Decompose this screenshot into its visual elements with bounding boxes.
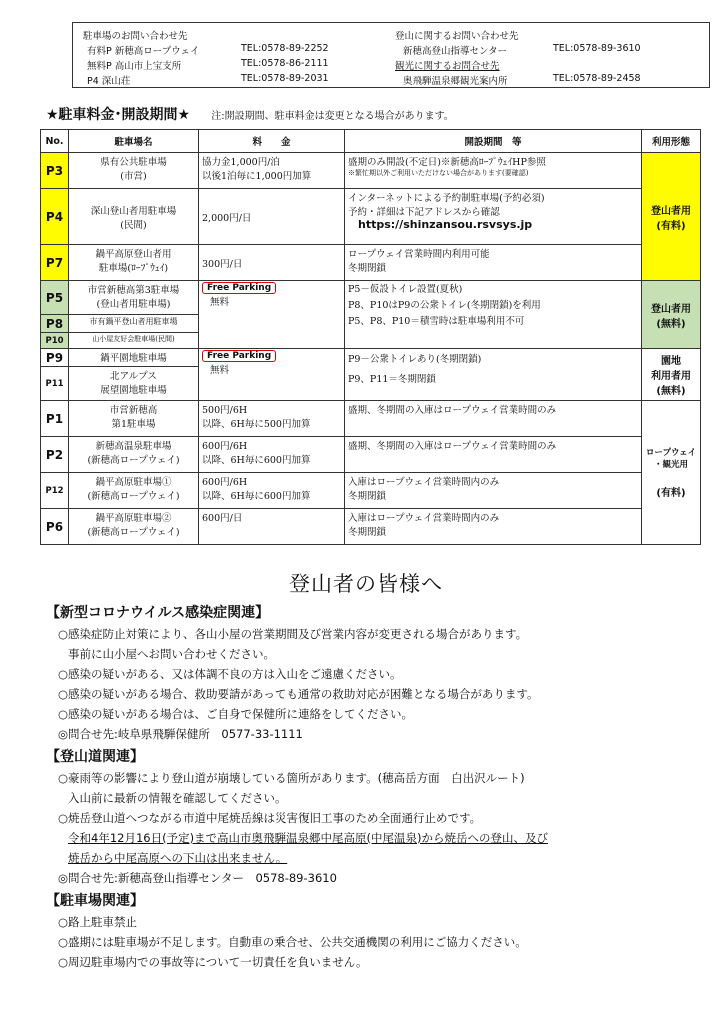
lot-name: 北アルプス 展望園地駐車場 bbox=[69, 367, 199, 401]
notice-title: 登山者の皆様へ bbox=[289, 572, 443, 596]
lot-period: ロープウェイ営業時間内利用可能 冬期閉鎖 bbox=[345, 245, 642, 281]
use-type: ロープウェイ ・観光用 (有料) bbox=[642, 401, 701, 545]
lot-name: 市有鍋平登山者用駐車場 bbox=[69, 315, 199, 333]
lot-code: P5 bbox=[41, 281, 69, 315]
lot-name: 鍋平高原駐車場② (新穂高ロープウェイ) bbox=[69, 509, 199, 545]
lot-fee: Free Parking 無料 bbox=[199, 281, 345, 349]
parking-table bbox=[40, 129, 701, 545]
free-parking-badge: Free Parking bbox=[202, 350, 276, 362]
climbing-contacts bbox=[395, 28, 705, 88]
use-type: 登山者用 (無料) bbox=[642, 281, 701, 349]
section-title-row bbox=[46, 104, 454, 124]
tourism-contact-heading: 観光に関するお問合せ先 bbox=[395, 61, 500, 72]
lot-fee: 協力金1,000円/泊 以後1泊毎に1,000円加算 bbox=[199, 153, 345, 189]
header-fee: 料 金 bbox=[199, 130, 345, 153]
lot-code: P10 bbox=[41, 333, 69, 349]
table-row bbox=[41, 473, 701, 509]
lot-period: 入庫はロープウェイ営業時間内のみ 冬期閉鎖 bbox=[345, 509, 642, 545]
table-row bbox=[41, 437, 701, 473]
covid-line: ○感染症防止対策により、各山小屋の営業期間及び営業内容が変更される場合があります。 bbox=[58, 627, 528, 641]
reservation-link[interactable]: https://shinzansou.rsvsys.jp bbox=[358, 218, 533, 231]
parking-line: ○路上駐車禁止 bbox=[58, 915, 138, 929]
trail-line: 焼岳から中尾高原への下山は出来ません。 bbox=[68, 851, 288, 865]
lot-fee: Free Parking 無料 bbox=[199, 349, 345, 401]
table-row bbox=[41, 281, 701, 315]
lot-fee: 600円/日 bbox=[199, 509, 345, 545]
header-use: 利用形態 bbox=[642, 130, 701, 153]
lot-period: 盛期、冬期間の入庫はロープウェイ営業時間のみ bbox=[345, 437, 642, 473]
table-row bbox=[41, 189, 701, 245]
lot-period: P5－仮設トイレ設置(夏秋) P8、P10はP9の公衆トイレ(冬期閉鎖)を利用 P5、P8、P10＝積雪時は駐車場利用不可 bbox=[345, 281, 642, 349]
covid-line: ○感染の疑いがある場合は、ご自身で保健所に連絡をしてください。 bbox=[58, 707, 414, 721]
covid-line: 事前に山小屋へお問い合わせください。 bbox=[68, 647, 275, 661]
lot-code: P12 bbox=[41, 473, 69, 509]
contact-box bbox=[72, 22, 710, 88]
covid-line: ○感染の疑いがある、又は体調不良の方は入山をご遠慮ください。 bbox=[58, 667, 402, 681]
parking-line: ○周辺駐車場内での事故等について一切責任を負いません。 bbox=[58, 955, 368, 969]
parking-heading: 【駐車場関連】 bbox=[46, 893, 144, 909]
table-row bbox=[41, 153, 701, 189]
trail-contact: ◎問合せ先:新穂高登山指導センター 0578-89-3610 bbox=[58, 871, 337, 885]
notice-section bbox=[46, 568, 686, 972]
lot-code: P3 bbox=[41, 153, 69, 189]
lot-name: 深山登山者用駐車場 (民間) bbox=[69, 189, 199, 245]
lot-fee: 2,000円/日 bbox=[199, 189, 345, 245]
trail-line: ○豪雨等の影響により登山道が崩壊している箇所があります。(穂高岳方面 白出沢ルート) bbox=[58, 771, 525, 785]
header-name: 駐車場名 bbox=[69, 130, 199, 153]
table-row bbox=[41, 245, 701, 281]
covid-heading: 【新型コロナウイルス感染症関連】 bbox=[46, 605, 270, 621]
lot-period: 入庫はロープウェイ営業時間内のみ 冬期閉鎖 bbox=[345, 473, 642, 509]
lot-name: 鍋平高原登山者用 駐車場(ﾛｰﾌﾟｳｪｲ) bbox=[69, 245, 199, 281]
lot-code: P9 bbox=[41, 349, 69, 367]
lot-period: 盛期のみ開設(不定日)※新穂高ﾛｰﾌﾟｳｪｲHP参照 ※繁忙期以外ご利用いただけない場合があります(要確認) bbox=[345, 153, 642, 189]
lot-period: 盛期、冬期間の入庫はロープウェイ営業時間のみ bbox=[345, 401, 642, 437]
parking-contact-row: 無料P 高山市上宝支所 TEL:0578-86-2111 bbox=[87, 58, 329, 72]
lot-period: P9－公衆トイレあり(冬期閉鎖) P9、P11＝冬期閉鎖 bbox=[345, 349, 642, 401]
lot-code: P4 bbox=[41, 189, 69, 245]
covid-line: ○感染の疑いがある場合、救助要請があっても通常の救助対応が困難となる場合があります。 bbox=[58, 687, 539, 701]
lot-code: P7 bbox=[41, 245, 69, 281]
header-no: No. bbox=[41, 130, 69, 153]
section-note: 注:開設期間、駐車料金は変更となる場合があります。 bbox=[211, 111, 454, 122]
lot-fee: 300円/日 bbox=[199, 245, 345, 281]
parking-line: ○盛期には駐車場が不足します。自動車の乗合せ、公共交通機関の利用にご協力ください。 bbox=[58, 935, 527, 949]
table-header bbox=[41, 130, 701, 153]
lot-fee: 500円/6H 以降、6H毎に500円加算 bbox=[199, 401, 345, 437]
covid-contact: ◎問合せ先:岐阜県飛騨保健所 0577-33-1111 bbox=[58, 727, 303, 741]
lot-code: P11 bbox=[41, 367, 69, 401]
lot-name: 新穂高温泉駐車場 (新穂高ロープウェイ) bbox=[69, 437, 199, 473]
table-row bbox=[41, 349, 701, 367]
parking-contacts bbox=[83, 28, 383, 88]
lot-name: 鍋平高原駐車場① (新穂高ロープウェイ) bbox=[69, 473, 199, 509]
trail-line: 令和4年12月16日(予定)まで高山市奥飛騨温泉郷中尾高原(中尾温泉)から焼岳への登山、及び bbox=[68, 831, 549, 845]
climbing-contact-row: 新穂高登山指導センター TEL:0578-89-3610 bbox=[403, 43, 641, 57]
climbing-contact-heading: 登山に関するお問い合わせ先 bbox=[395, 31, 519, 42]
lot-name: 県有公共駐車場 (市営) bbox=[69, 153, 199, 189]
header-period: 開設期間 等 bbox=[345, 130, 642, 153]
lot-fee: 600円/6H 以降、6H毎に600円加算 bbox=[199, 473, 345, 509]
lot-code: P6 bbox=[41, 509, 69, 545]
lot-name: 鍋平園地駐車場 bbox=[69, 349, 199, 367]
lot-code: P2 bbox=[41, 437, 69, 473]
lot-code: P1 bbox=[41, 401, 69, 437]
lot-code: P8 bbox=[41, 315, 69, 333]
lot-name: 山小屋友好会駐車場(民間) bbox=[69, 333, 199, 349]
free-parking-badge: Free Parking bbox=[202, 282, 276, 294]
table-row bbox=[41, 509, 701, 545]
parking-contact-row: 有料P 新穂高ロープウェイ TEL:0578-89-2252 bbox=[87, 43, 329, 57]
trail-line: ○焼岳登山道へつながる市道中尾焼岳線は災害復旧工事のため全面通行止めです。 bbox=[58, 811, 482, 825]
use-type: 園地 利用者用 (無料) bbox=[642, 349, 701, 401]
lot-period: インターネットによる予約制駐車場(予約必須) 予約・詳細は下記アドレスから確認 https://shinzansou.rsvsys.jp bbox=[345, 189, 642, 245]
table-row bbox=[41, 401, 701, 437]
tourism-contact-row: 奥飛騨温泉郷観光案内所 TEL:0578-89-2458 bbox=[403, 73, 641, 87]
parking-contact-heading: 駐車場のお問い合わせ先 bbox=[83, 31, 188, 42]
lot-name: 市営新穂高 第1駐車場 bbox=[69, 401, 199, 437]
lot-name: 市営新穂高第3駐車場 (登山者用駐車場) bbox=[69, 281, 199, 315]
section-title: ★駐車料金･開設期間★ bbox=[46, 107, 191, 123]
use-type: 登山者用 (有料) bbox=[642, 153, 701, 281]
lot-fee: 600円/6H 以降、6H毎に600円加算 bbox=[199, 437, 345, 473]
parking-contact-row: P4 深山荘 TEL:0578-89-2031 bbox=[87, 73, 329, 87]
trail-line: 入山前に最新の情報を確認してください。 bbox=[68, 791, 287, 805]
trail-heading: 【登山道関連】 bbox=[46, 749, 144, 765]
